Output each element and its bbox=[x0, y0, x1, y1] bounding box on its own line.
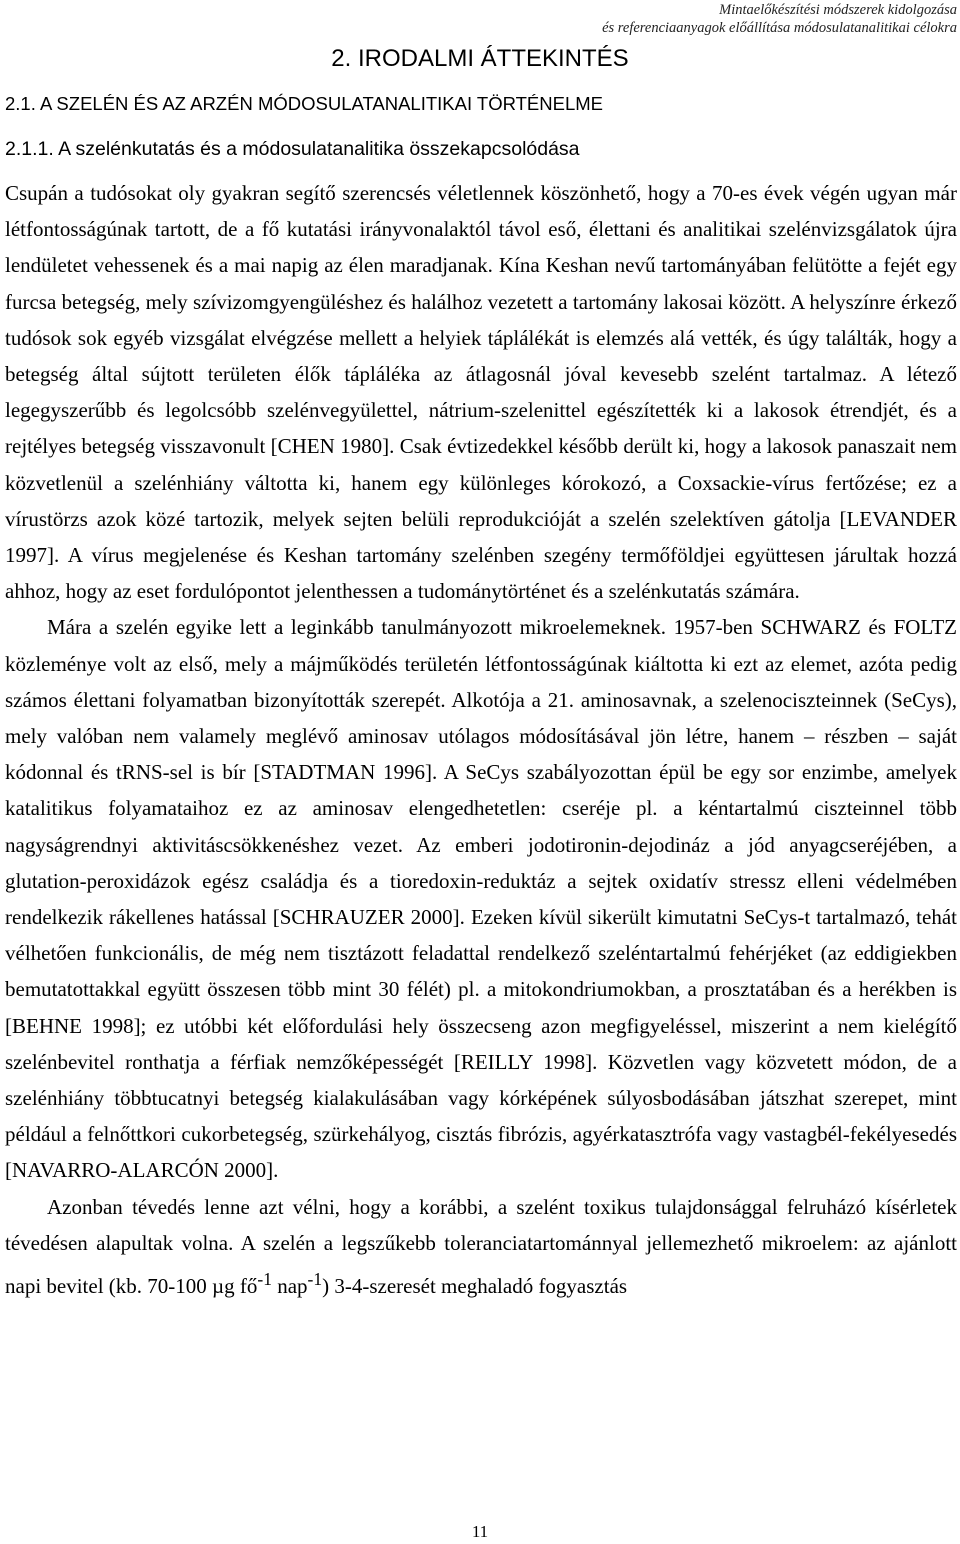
paragraph-3 bbox=[5, 1189, 957, 1305]
paragraph-1: Csupán a tudósokat oly gyakran segítő szerencsés véletlennek köszönhető, hogy a 70-es évek végén ugyan már létfontosságúnak tartott, de a fő kutatási irányvonalaktól távol eső, élettani és analitikai szelénvizsgálatok újra lendületet vehessenek és a mai napig az élen maradjanak. Kína Keshan nevű tartományában felütötte a fejét egy furcsa betegség, mely szívizomgyengüléshez és halálhoz vezetett a tartomány lakosai között. A helyszínre érkező tudósok sok egyéb vizsgálat elvégzése mellett a helyiek táplálékát is elemzés alá vették, és úgy találták, hogy a betegség által sújtott területen élők tápláléka az átlagosnál jóval kevesebb szelént tartalmaz. A létező legegyszerűbb és legolcsóbb szelénvegyülettel, nátrium-szelenittel egészítették ki a lakosok étrendjét, és a rejtélyes betegség visszavonult [CHEN 1980]. Csak évtizedekkel később derült ki, hogy a lakosok panaszait nem közvetlenül a szelénhiány váltotta ki, hanem egy különleges kórokozó, a Coxsackie-vírus fertőzése; ez a vírustörzs azok közé tartozik, melyek sejten belüli reprodukcióját a szelén szelektíven gátolja [LEVANDER 1997]. A vírus megjelenése és Keshan tartomány szelénben szegény termőföldjei együttesen járultak hozzá ahhoz, hogy az eset fordulópontot jelenthessen a tudománytörténet és a szelénkutatás számára. bbox=[5, 181, 957, 604]
page-number: 11 bbox=[471, 1522, 489, 1541]
subsection-title: 2.1.1. A szelénkutatás és a módosulatanalitika összekapcsolódása bbox=[5, 138, 580, 160]
paragraph-3-end: ) 3-4-szeresét meghaladó fogyasztás bbox=[322, 1274, 628, 1299]
chapter-title-text: 2. IRODALMI ÁTTEKINTÉS bbox=[331, 45, 629, 72]
running-header-line-2: és referenciaanyagok előállítása módosulatanalitikai célokra bbox=[602, 20, 957, 36]
section-title: 2.1. A SZELÉN ÉS AZ ARZÉN MÓDOSULATANALITIKAI TÖRTÉNELME bbox=[5, 93, 603, 114]
paragraph-3-mid: nap bbox=[271, 1274, 308, 1299]
chapter-title bbox=[0, 44, 960, 74]
running-header bbox=[602, 1, 957, 37]
running-header-line-1: Mintaelőkészítési módszerek kidolgozása bbox=[719, 2, 957, 18]
paragraph-3-text: Azonban tévedés lenne azt vélni, hogy a korábbi, a szelént toxikus tulajdonsággal felruházó kísérletek tévedésen alapultak volna. A szelén a legszűkebb toleranciatartománnyal jellemezhető mikroelem: az ajánlott napi bevitel (kb. 70-100 µg fő bbox=[5, 1194, 957, 1299]
body-text bbox=[5, 175, 957, 1304]
paragraph-2: Mára a szelén egyike lett a leginkább tanulmányozott mikroelemeknek. 1957-ben SCHWARZ és FOLTZ közleménye volt az első, mely a májműködés területén létfontosságúnak kiáltotta ki ezt az elemet, azóta pedig számos élettani folyamatban bizonyították szerepét. Alkotója a 21. aminosavnak, a szelenociszteinnek (SeCys), mely valóban nem valamely meglévő aminosav utólagos módosításával jön létre, hanem – részben – saját kódonnal és tRNS-sel is bír [STADTMAN 1996]. A SeCys szabályozottan épül be egy sor enzimbe, amelyek katalitikus folyamataihoz ez az aminosav elengedhetetlen: cseréje pl. a kéntartalmú ciszteinnel több nagyságrendnyi aktivitáscsökkenéshez vezet. Az emberi jodotironin-dejodináz a jód anyagcseréjében, a glutation-peroxidázok egész családja és a tioredoxin-reduktáz a sejtek oxidatív stressz elleni védelmében rendelkezik rákellenes hatással [SCHRAUZER 2000]. Ezeken kívül sikerült kimutatni SeCys-t tartalmazó, tehát vélhetően funkcionális, de még nem tisztázott feladattal rendelkező szeléntartalmú fehérjéket (az eddigiekben bemutatottakkal együtt összesen több mint 30 félét) pl. a mitokondriumokban, a prosztatában és a herékben is [BEHNE 1998]; ez utóbbi két előfordulási hely összecseng azon megfigyeléssel, miszerint a nem kielégítő szelénbevitel ronthatja a férfiak nemzőképességét [REILLY 1998]. Közvetlen vagy közvetett módon, de a szelénhiány többtucatnyi betegség kialakulásában vagy kórképének súlyosbodásában játszhat szerepet, mint például a felnőttkori cukorbetegség, szürkehályog, cisztás fibrózis, agyérkatasztrófa vagy vastagbél-fekélyesedés [NAVARRO-ALARCÓN 2000]. bbox=[5, 615, 957, 1183]
superscript-2: -1 bbox=[307, 1269, 323, 1290]
superscript-1: -1 bbox=[257, 1269, 272, 1290]
